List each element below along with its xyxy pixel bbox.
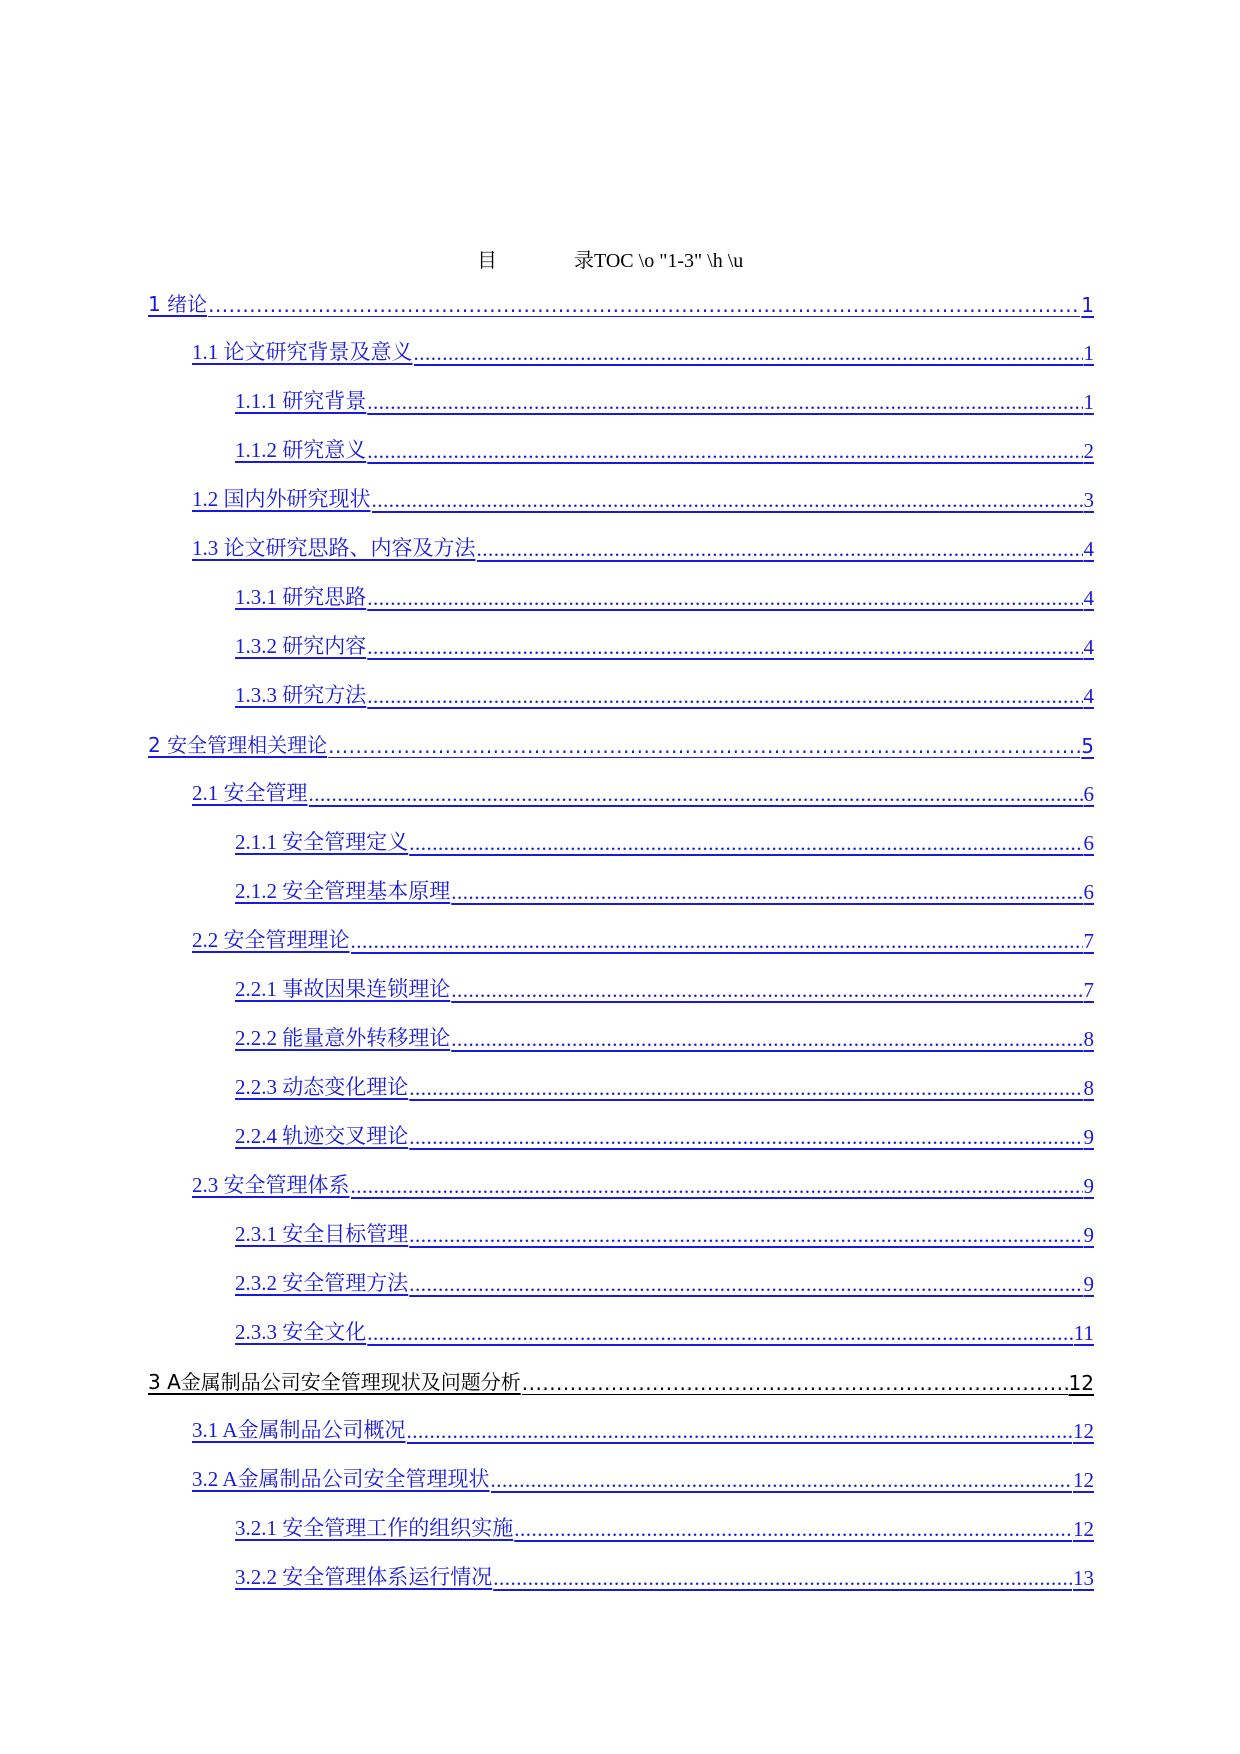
toc-entry-3[interactable] [148, 1365, 1094, 1395]
toc-entry-3-2-2[interactable] [235, 1561, 1094, 1591]
toc-leader-dots [451, 978, 1082, 1003]
toc-page-number: 6 [1083, 880, 1094, 904]
toc-entry-2-3[interactable] [192, 1169, 1094, 1199]
toc-entry-label: 2.3.1 安全目标管理 [235, 1222, 409, 1246]
toc-leader-dots [407, 1419, 1072, 1444]
toc-leader-dots [522, 1371, 1068, 1395]
toc-page-number: 12 [1073, 1517, 1094, 1541]
toc-page-number: 7 [1083, 978, 1094, 1002]
toc-entry-label: 2.3 安全管理体系 [192, 1173, 350, 1197]
toc-entry-2-2-4[interactable] [235, 1120, 1094, 1150]
toc-page-number: 1 [1083, 341, 1094, 365]
toc-entry-1-2[interactable] [192, 483, 1094, 513]
toc-page-number: 1 [1081, 293, 1094, 317]
toc-entry-2-3-1[interactable] [235, 1218, 1094, 1248]
toc-entry-2-2-3[interactable] [235, 1071, 1094, 1101]
toc-entry-label: 2.2.4 轨迹交叉理论 [235, 1124, 409, 1148]
toc-leader-dots [409, 1125, 1082, 1150]
toc-entry-label: 1.2 国内外研究现状 [192, 487, 371, 511]
toc-entry-1[interactable] [148, 287, 1094, 317]
toc-entry-label: 2.1.2 安全管理基本原理 [235, 879, 451, 903]
toc-leader-dots [409, 1076, 1082, 1101]
toc-page-number: 11 [1073, 1321, 1094, 1345]
toc-page-number: 9 [1083, 1272, 1094, 1296]
toc-entry-label: 1.3.3 研究方法 [235, 683, 367, 707]
toc-entry-1-3-3[interactable] [235, 679, 1094, 709]
toc-page-number: 7 [1083, 929, 1094, 953]
toc-entry-3-2[interactable] [192, 1463, 1094, 1493]
toc-leader-dots [367, 684, 1082, 709]
toc-page-number: 6 [1083, 782, 1094, 806]
toc-leader-dots [367, 586, 1082, 611]
toc-entry-1-3-2[interactable] [235, 630, 1094, 660]
toc-entry-label: 2.1 安全管理 [192, 781, 308, 805]
toc-entry-1-3-1[interactable] [235, 581, 1094, 611]
toc-leader-dots [367, 390, 1082, 415]
toc-entry-label: 1.1.2 研究意义 [235, 438, 367, 462]
toc-leader-dots [309, 782, 1083, 807]
toc-leader-dots [367, 1321, 1073, 1346]
toc-page-number: 5 [1081, 734, 1094, 758]
toc-page-number: 4 [1083, 635, 1094, 659]
toc-leader-dots [208, 293, 1080, 317]
toc-page-number: 13 [1073, 1566, 1094, 1590]
toc-entry-label: 3.1 A金属制品公司概况 [192, 1418, 406, 1442]
toc-entry-1-1-2[interactable] [235, 434, 1094, 464]
toc-entry-label: 1.1 论文研究背景及意义 [192, 340, 413, 364]
toc-entry-label: 2.3.3 安全文化 [235, 1320, 367, 1344]
toc-leader-dots [414, 341, 1083, 366]
toc-entry-label: 1.3.2 研究内容 [235, 634, 367, 658]
toc-page-number: 12 [1068, 1371, 1094, 1395]
toc-page-number: 8 [1083, 1076, 1094, 1100]
toc-entry-2-1-1[interactable] [235, 826, 1094, 856]
toc-entry-label: 1.1.1 研究背景 [235, 389, 367, 413]
toc-leader-dots [409, 831, 1082, 856]
toc-entry-label: 3 A金属制品公司安全管理现状及问题分析 [148, 1370, 521, 1394]
toc-entry-label: 2.2.1 事故因果连锁理论 [235, 977, 451, 1001]
toc-leader-dots [451, 880, 1082, 905]
toc-entry-1-3[interactable] [192, 532, 1094, 562]
toc-page-number: 3 [1083, 488, 1094, 512]
toc-page-number: 12 [1073, 1419, 1094, 1443]
toc-title-part1: 目 [477, 250, 497, 272]
toc-leader-dots [451, 1027, 1082, 1052]
toc-entry-2-1[interactable] [192, 777, 1094, 807]
toc-entry-label: 2.3.2 安全管理方法 [235, 1271, 409, 1295]
toc-leader-dots [372, 488, 1083, 513]
toc-page-number: 9 [1083, 1174, 1094, 1198]
toc-entry-label: 3.2.1 安全管理工作的组织实施 [235, 1516, 514, 1540]
toc-leader-dots [514, 1517, 1072, 1542]
toc-entry-label: 2.2.2 能量意外转移理论 [235, 1026, 451, 1050]
toc-leader-dots [351, 1174, 1083, 1199]
toc-entry-2-2-1[interactable] [235, 973, 1094, 1003]
toc-page-number: 8 [1083, 1027, 1094, 1051]
toc-entry-label: 1 绪论 [148, 292, 208, 316]
toc-entry-label: 3.2.2 安全管理体系运行情况 [235, 1565, 493, 1589]
toc-page-number: 9 [1083, 1125, 1094, 1149]
toc-entry-label: 1.3 论文研究思路、内容及方法 [192, 536, 476, 560]
toc-entry-2-2-2[interactable] [235, 1022, 1094, 1052]
toc-page-number: 4 [1083, 586, 1094, 610]
toc-leader-dots [409, 1272, 1082, 1297]
toc-entry-label: 2 安全管理相关理论 [148, 733, 328, 757]
toc-entry-1-1[interactable] [192, 336, 1094, 366]
toc-entry-2-3-3[interactable] [235, 1316, 1094, 1346]
toc-entry-label: 2.2.3 动态变化理论 [235, 1075, 409, 1099]
toc-page-number: 4 [1083, 537, 1094, 561]
toc-leader-dots [328, 734, 1080, 758]
toc-leader-dots [367, 635, 1082, 660]
toc-entry-label: 2.2 安全管理理论 [192, 928, 350, 952]
toc-entry-2[interactable] [148, 728, 1094, 758]
toc-leader-dots [477, 537, 1083, 562]
toc-title-part2: 录TOC \o "1-3" \h \u [574, 250, 744, 272]
toc-entry-2-3-2[interactable] [235, 1267, 1094, 1297]
toc-entry-1-1-1[interactable] [235, 385, 1094, 415]
toc-page-number: 2 [1083, 439, 1094, 463]
toc-leader-dots [491, 1468, 1072, 1493]
toc-page-number: 4 [1083, 684, 1094, 708]
toc-entry-label: 1.3.1 研究思路 [235, 585, 367, 609]
toc-leader-dots [493, 1566, 1072, 1591]
toc-entry-label: 2.1.1 安全管理定义 [235, 830, 409, 854]
toc-leader-dots [351, 929, 1083, 954]
toc-page-number: 6 [1083, 831, 1094, 855]
toc-entry-3-2-1[interactable] [235, 1512, 1094, 1542]
toc-entry-3-1[interactable] [192, 1414, 1094, 1444]
toc-entry-label: 3.2 A金属制品公司安全管理现状 [192, 1467, 490, 1491]
toc-leader-dots [367, 439, 1082, 464]
toc-leader-dots [409, 1223, 1082, 1248]
toc-entry-2-1-2[interactable] [235, 875, 1094, 905]
toc-entry-2-2[interactable] [192, 924, 1094, 954]
toc-page-number: 9 [1083, 1223, 1094, 1247]
toc-page-number: 1 [1083, 390, 1094, 414]
toc-page-number: 12 [1073, 1468, 1094, 1492]
